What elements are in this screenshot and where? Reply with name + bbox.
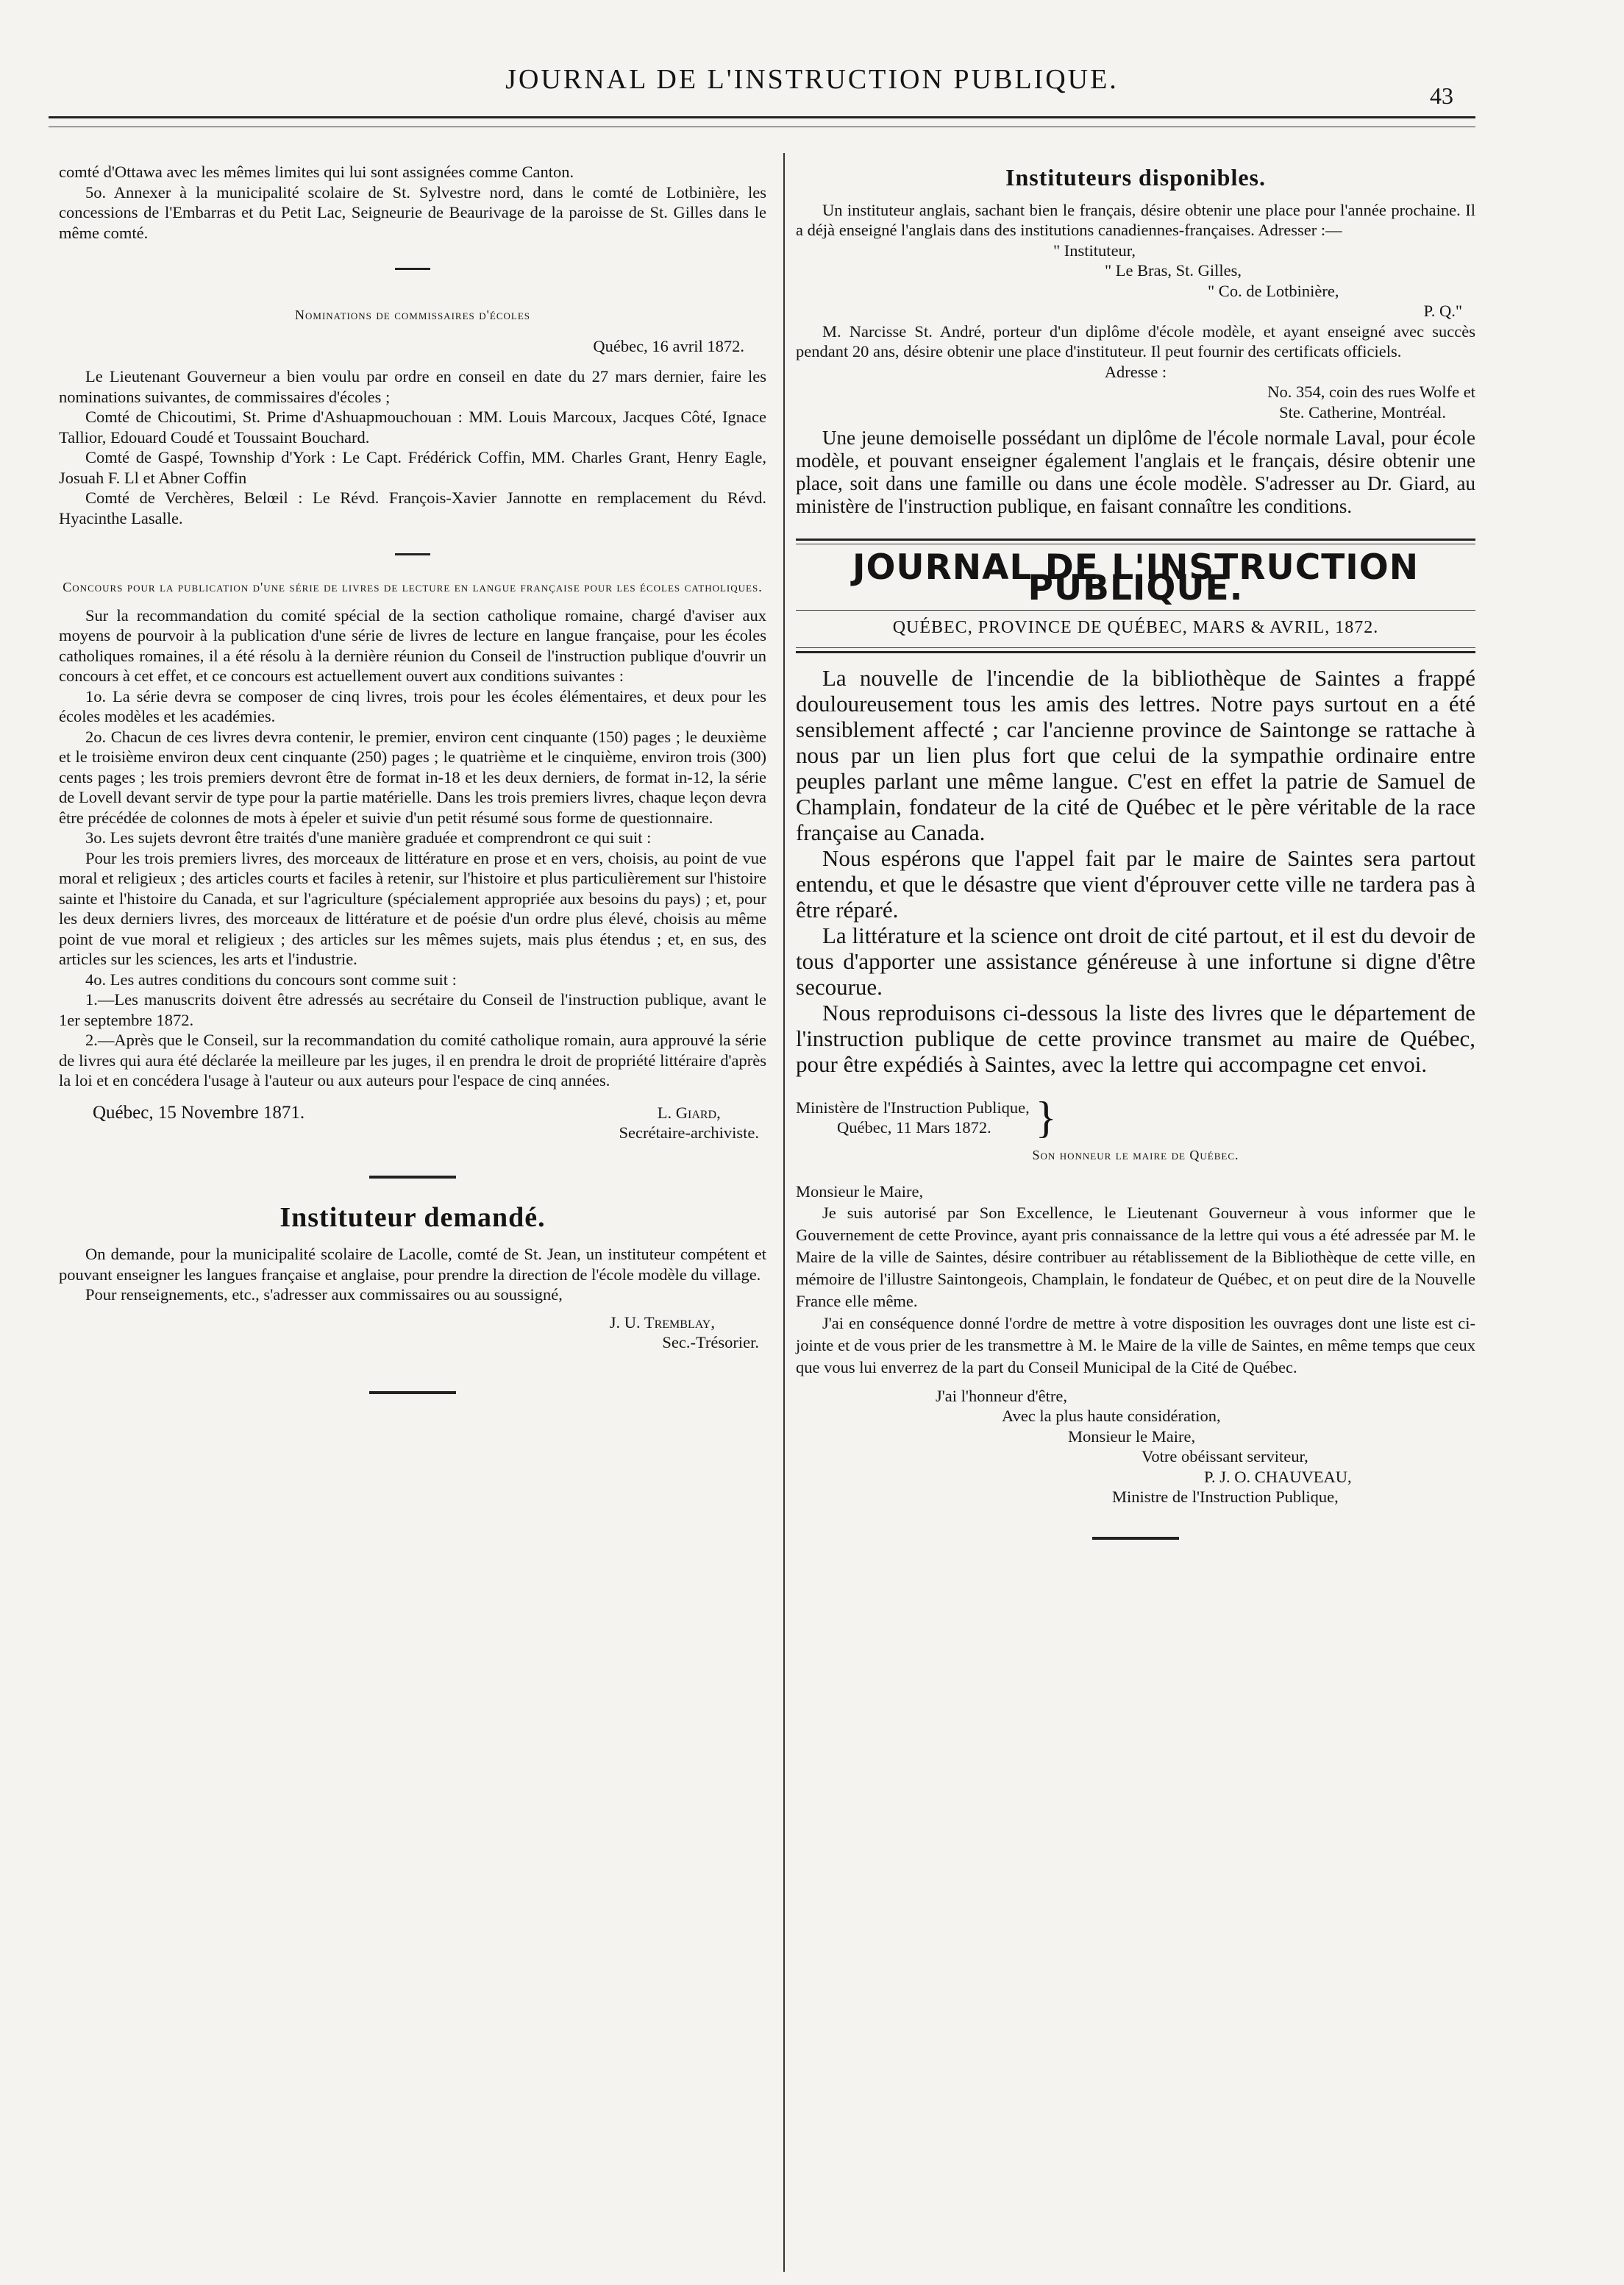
paragraph: 5o. Annexer à la municipalité scolaire de St. Sylvestre nord, dans le comté de Lotbinière, les concessions de l'Embarras et du Petit Lac, Seigneurie de Beaurivage de la paroisse de St. Gilles dans le même comté. [59,182,766,242]
paragraph: Une jeune demoiselle possédant un diplôme de l'école normale Laval, pour école modèle, et pouvant enseigner également l'anglais et le français, désire obtenir une place, soit dans une famille ou dans une école modèle. S'adresser au Dr. Giard, au ministère de l'instruction publique, en faisant connaître les conditions. [796,427,1475,517]
section-heading: Instituteur demandé. [279,1201,546,1233]
left-column [59,162,766,1424]
paragraph: 2.—Après que le Conseil, sur la recommandation du comité catholique romain, aura approuvé la série de livres qui aura été déclarée la meilleure par les juges, il en prendra le droit de propriété littéraire d'après la loi et en concédera l'usage à l'auteur ou aux auteurs pour l'espace de cinq années. [59,1031,766,1090]
letter-paragraph: J'ai en conséquence donné l'ordre de mettre à votre disposition les ouvrages dont une liste est ci-jointe et de vous prier de les transmettre à M. le Maire de la ville de Saintes, en même temps que ceux que vous lui enverrez de la part du Conseil Municipal de la Cité de Québec. [796,1313,1475,1376]
header-rule [49,116,1475,118]
separator [395,268,430,270]
masthead-dateline: QUÉBEC, PROVINCE DE QUÉBEC, MARS & AVRIL, 1872. [892,618,1379,637]
signature-row [59,1103,766,1143]
letter-paragraph: Je suis autorisé par Son Excellence, le Lieutenant Gouverneur à vous informer que le Gouvernement de cette Province, ayant pris connaissance de la lettre qui vous a été adressée par M. le Maire de la ville de Saintes, désire contribuer au rétablissement de la Bibliothèque de cette ville, en mémoire de l'illustre Saintongeois, Champlain, le fondateur de Québec, et on peut dire de la Nouvelle France elle même. [796,1203,1475,1310]
paragraph: Comté de Verchères, Belœil : Le Révd. François-Xavier Jannotte en remplacement du Révd. Hyacinthe Lasalle. [59,488,766,527]
separator [1092,1537,1179,1540]
paragraph: Pour renseignements, etc., s'adresser aux commissaires ou au soussigné, [85,1285,563,1304]
paragraph: On demande, pour la municipalité scolaire de Lacolle, comté de St. Jean, un instituteur compétent et pouvant enseigner les langues française et anglaise, pour prendre la direction de l'école modèle du village. [59,1245,766,1284]
letter-salutation: Monsieur le Maire, [796,1182,924,1201]
separator [369,1391,456,1394]
section-heading: Concours pour la publication d'une série de livres de lecture en langue française pour les écoles catholiques. [63,580,763,594]
address-label: Adresse : [1104,362,1167,381]
paragraph: M. Narcisse St. André, porteur d'un diplôme d'école modèle, et ayant enseigné avec succès pendant 20 ans, désire obtenir une place d'instituteur. Il peut fournir des certificats officiels. [796,321,1475,360]
dateline: Québec, 16 avril 1872. [593,336,744,355]
closing-line: P. J. O. CHAUVEAU, [1204,1467,1352,1486]
signature-name: L. Giard, [657,1103,721,1122]
masthead-rule [796,539,1475,541]
address-line: " Co. de Lotbinière, [1208,281,1339,300]
signature-block [619,1103,766,1143]
letter-origin-line: Québec, 11 Mars 1872. [837,1118,991,1137]
separator [369,1176,456,1179]
paragraph: Comté de Gaspé, Township d'York : Le Capt. Frédérick Coffin, MM. Charles Grant, Henry Eagle, Josuah F. Ll et Abner Coffin [59,448,766,487]
column-divider [783,153,785,2272]
editorial-paragraph: Nous espérons que l'appel fait par le maire de Saintes sera partout entendu, et que le désastre que vient d'éprouver cette ville ne tardera pas à être réparé. [796,845,1475,923]
closing-line: Monsieur le Maire, [1068,1426,1196,1446]
letter-origin [796,1092,1475,1142]
separator [395,553,430,555]
paragraph: Un instituteur anglais, sachant bien le français, désire obtenir une place pour l'année prochaine. Il a déjà enseigné l'anglais dans des institutions canadiennes-françaises. Adresser :— [796,200,1475,239]
paragraph: 3o. Les sujets devront être traités d'une manière graduée et comprendront ce qui suit : [85,828,652,847]
letter-origin-text [796,1098,1030,1138]
paragraph: Pour les trois premiers livres, des morceaux de littérature en prose et en vers, choisis, au point de vue moral et religieux ; des articles courts et faciles à retenir, sur l'histoire et plus particulièrement sur l'histoire sainte et l'histoire du Canada, et sur l'agriculture (spécialement appropriée aux besoins du pays) ; et, pour les deux derniers livres, des morceaux de littérature et de poésie d'un ordre plus élevé, choisis au même point de vue moral et religieux ; des articles sur les mêmes sujets, mais plus étendus ; et, en sus, des articles sur les sciences, les arts et l'industrie. [59,848,766,968]
masthead-rule [796,651,1475,653]
paragraph: Le Lieutenant Gouverneur a bien voulu par ordre en conseil en date du 27 mars dernier, faire les nominations suivantes, de commissaires d'écoles ; [59,367,766,406]
signature-date: Québec, 15 Novembre 1871. [93,1102,305,1123]
paragraph: 2o. Chacun de ces livres devra contenir, le premier, environ cent cinquante (150) pages ; le deuxième et le troisième environ deux cent cinquante (250) pages ; le quatrième et le cinquième, environ trois (300) cents pages ; les trois premiers devront être de format in-18 et les deux derniers, de format in-12, la série de Lovell devant servir de type pour la partie matérielle. Dans les trois premiers livres, chaque leçon devra être précédée de colonnes de mots à épeler et suivie d'un petit résumé sous forme de questionnaire. [59,727,766,827]
signature-title: Secrétaire-archiviste. [619,1123,759,1142]
paragraph: comté d'Ottawa avec les mêmes limites qui lui sont assignées comme Canton. [59,163,574,181]
editorial-paragraph: La littérature et la science ont droit de cité partout, et il est du devoir de tous d'apporter une assistance généreuse à une infortune si digne d'être secourue. [796,922,1475,1000]
letter-addressee: Son honneur le maire de Québec. [1032,1147,1239,1162]
paragraph: Sur la recommandation du comité spécial de la section catholique romaine, chargé d'aviser aux moyens de pourvoir à la publication d'une série de livres de lecture en langue française, pour les écoles catholiques romaines, il a été résolu à la dernière réunion du Conseil de l'instruction publique d'ouvrir un concours à cet effet, et ce concours est actuellement ouvert aux conditions suivantes : [59,605,766,685]
masthead-rule-thin [796,610,1475,611]
section-heading: Instituteurs disponibles. [1005,164,1266,191]
address-line: " Le Bras, St. Gilles, [1105,261,1242,280]
address-line: Ste. Catherine, Montréal. [1279,402,1446,422]
section-heading: Nominations de commissaires d'écoles [295,308,530,322]
editorial-paragraph: Nous reproduisons ci-dessous la liste des livres que le département de l'instruction publique de cette province transmet au maire de Québec, pour être expédiés à Saintes, avec la lettre qui accompagne cet envoi. [796,999,1475,1077]
paragraph: 1o. La série devra se composer de cinq livres, trois pour les écoles élémentaires, et deux pour les écoles modèles et les académies. [59,686,766,725]
paragraph: 4o. Les autres conditions du concours sont comme suit : [85,970,457,989]
signature-title: Sec.-Trésorier. [662,1333,759,1351]
paragraph: 1.—Les manuscrits doivent être adressés au secrétaire du Conseil de l'instruction publique, avant le 1er septembre 1872. [59,990,766,1029]
address-line: No. 354, coin des rues Wolfe et [1267,383,1475,401]
paragraph: Comté de Chicoutimi, St. Prime d'Ashuapmouchouan : MM. Louis Marcoux, Jacques Côté, Ignace Tallior, Edouard Coudé et Toussaint Bouchard. [59,408,766,447]
address-line: P. Q." [1423,302,1462,320]
editorial-paragraph: La nouvelle de l'incendie de la bibliothèque de Saintes a frappé douloureusement tous les amis des lettres. Notre pays surtout en a été sensiblement affecté ; car l'ancienne province de Saintonge se rattache à nous par un lien plus fort que celui de la sympathie ordinaire entre peuples parlant une même langue. C'est en effet la patrie de Samuel de Champlain, fondateur de la cité de Québec et le père véritable de la race française au Canada. [796,664,1475,845]
address-line: " Instituteur, [1053,241,1136,260]
signature-name: J. U. Tremblay, [609,1312,715,1332]
closing-line: Votre obéissant serviteur, [1142,1447,1308,1465]
closing-line: Ministre de l'Instruction Publique, [1112,1488,1339,1506]
letter-closing [796,1386,1475,1507]
masthead-title: JOURNAL DE L'INSTRUCTION PUBLIQUE. [852,547,1420,608]
brace-glyph: } [1035,1092,1057,1142]
running-header-title: JOURNAL DE L'INSTRUCTION PUBLIQUE. [505,64,1119,95]
right-column [796,162,1475,1569]
closing-line: J'ai l'honneur d'être, [936,1386,1067,1405]
letter-origin-line: Ministère de l'Instruction Publique, [796,1098,1030,1117]
masthead-rule-thin [796,647,1475,648]
closing-line: Avec la plus haute considération, [1002,1407,1221,1425]
page-number: 43 [1430,82,1453,109]
